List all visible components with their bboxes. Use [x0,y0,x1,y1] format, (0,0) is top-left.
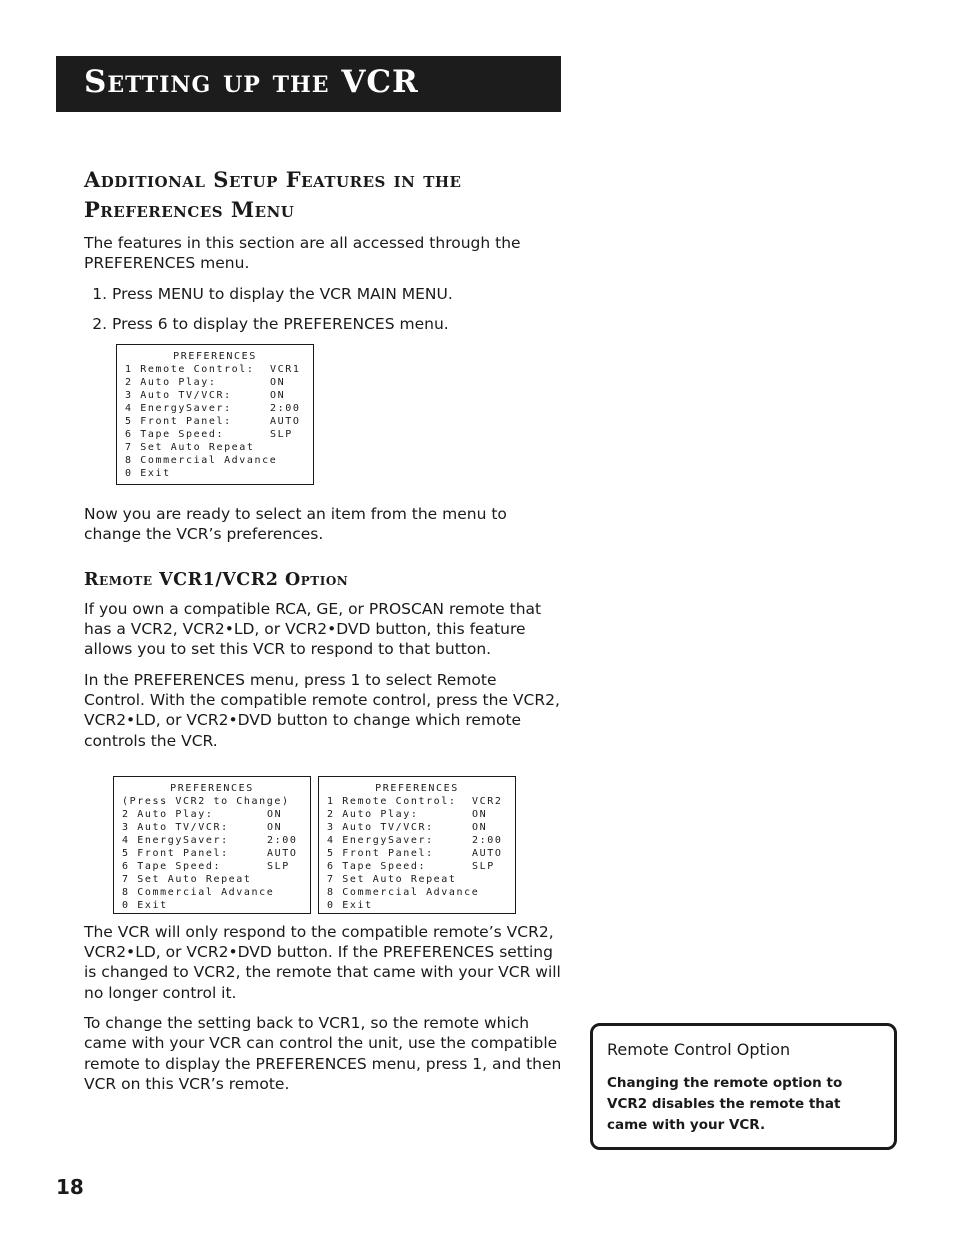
menu-row [122,821,302,834]
menu-row-label: 5 Front Panel: [327,847,434,859]
menu-row-value: ON [267,821,283,833]
menu-row-label: 6 Tape Speed: [122,860,222,872]
menu-row [122,860,302,873]
menu-row [327,808,507,821]
paragraph: The VCR will only respond to the compatible remote’s VCR2, VCR2•LD, or VCR2•DVD button. If the PREFERENCES setting is changed to VCR2, the remote that came with your VCR will no longer control it. [84,922,561,1002]
menu-row-label: 3 Auto TV/VCR: [122,821,229,833]
menu-row [122,808,302,821]
chapter-banner [56,56,561,112]
menu-row-label: 3 Auto TV/VCR: [327,821,434,833]
menu-row-label: 2 Auto Play: [125,377,217,389]
menu-row-value: ON [270,390,286,402]
chapter-title: Setting up the VCR [84,64,419,100]
menu-row-value: 2:00 [472,834,503,846]
menu-row-value: SLP [270,429,293,441]
menu-row [327,834,507,847]
menu-row [122,795,302,808]
menu-row [327,886,507,899]
note-box [590,1023,897,1150]
menu-row-label: (Press VCR2 to Change) [122,795,290,807]
menu-row-value: VCR1 [270,364,301,376]
note-body: Changing the remote option to VCR2 disables the remote that came with your VCR. [607,1075,843,1133]
menu-row [125,467,305,480]
menu-row [125,363,305,376]
menu-row [327,821,507,834]
menu-row-label: 4 EnergySaver: [125,403,232,415]
menu-row [125,454,305,467]
menu-row [122,847,302,860]
step-item: 2. Press 6 to display the PREFERENCES menu. [112,314,562,334]
menu-row-label: 7 Set Auto Repeat [327,873,457,885]
menu-row-value: AUTO [267,847,298,859]
menu-row-label: 1 Remote Control: [125,364,255,376]
menu-row-value: VCR2 [472,795,503,807]
menu-row [122,873,302,886]
menu-row-label: 8 Commercial Advance [122,886,275,898]
menu-row-value: ON [472,808,488,820]
screen-title: PREFERENCES [375,782,459,794]
main-content [84,165,562,1104]
menu-row-label: 2 Auto Play: [327,808,419,820]
menu-row [125,441,305,454]
ready-paragraph: Now you are ready to select an item from the menu to change the VCR’s preferences. [84,505,507,544]
menu-row-value: SLP [472,860,495,872]
menu-row-label: 5 Front Panel: [122,847,229,859]
menu-row-label: 3 Auto TV/VCR: [125,390,232,402]
preferences-vcr2-screen [318,776,516,914]
menu-row-label: 7 Set Auto Repeat [125,442,255,454]
screen-title: PREFERENCES [173,351,257,363]
menu-row-label: 4 EnergySaver: [122,834,229,846]
intro-paragraph: The features in this section are all accessed through the PREFERENCES menu. [84,234,521,273]
menu-row-value: ON [270,377,286,389]
menu-row [327,847,507,860]
menu-row-label: 0 Exit [327,899,373,911]
menu-row [327,795,507,808]
menu-row-label: 7 Set Auto Repeat [122,873,252,885]
menu-row [125,415,305,428]
menu-row [327,860,507,873]
menu-row-label: 5 Front Panel: [125,416,232,428]
menu-row-label: 4 EnergySaver: [327,834,434,846]
menu-row-value: ON [267,808,283,820]
menu-row [122,834,302,847]
menu-row [327,873,507,886]
menu-row-value: 2:00 [270,403,301,415]
screen-pair [113,776,562,914]
section-heading: Additional Setup Features in the Preferences Menu [84,167,462,222]
menu-row-label: 2 Auto Play: [122,808,214,820]
note-title: Remote Control Option [607,1040,791,1059]
menu-row [122,899,302,912]
step-item: 1. Press MENU to display the VCR MAIN MENU. [112,284,562,304]
menu-row [122,886,302,899]
menu-row-label: 8 Commercial Advance [327,886,480,898]
screen-title: PREFERENCES [170,782,254,794]
menu-row [327,899,507,912]
menu-row-label: 0 Exit [125,468,171,480]
steps-list [84,284,562,335]
menu-row-value: SLP [267,860,290,872]
menu-row [125,376,305,389]
menu-row [125,402,305,415]
menu-row-label: 6 Tape Speed: [327,860,427,872]
menu-row-label: 1 Remote Control: [327,795,457,807]
preferences-menu-screen [116,344,314,485]
subsection-heading: Remote VCR1/VCR2 Option [84,569,349,590]
menu-row-value: AUTO [270,416,301,428]
menu-row-label: 0 Exit [122,899,168,911]
menu-row-label: 8 Commercial Advance [125,455,278,467]
paragraph: In the PREFERENCES menu, press 1 to select Remote Control. With the compatible remote control, press the VCR2, VCR2•LD, or VCR2•DVD button to change which remote controls the VCR. [84,670,560,750]
paragraph: To change the setting back to VCR1, so the remote which came with your VCR can control the unit, use the compatible remote to display the PREFERENCES menu, press 1, and then VCR on this VCR’s remote. [84,1014,562,1093]
menu-row-value: 2:00 [267,834,298,846]
menu-row-label: 6 Tape Speed: [125,429,225,441]
menu-row-value: ON [472,821,488,833]
page-number: 18 [56,1175,84,1199]
preferences-press-vcr2-screen [113,776,311,914]
menu-row [125,389,305,402]
menu-row [125,428,305,441]
menu-row-value: AUTO [472,847,503,859]
paragraph: If you own a compatible RCA, GE, or PROSCAN remote that has a VCR2, VCR2•LD, or VCR2•DVD button, this feature allows you to set this VCR to respond to that button. [84,599,542,659]
